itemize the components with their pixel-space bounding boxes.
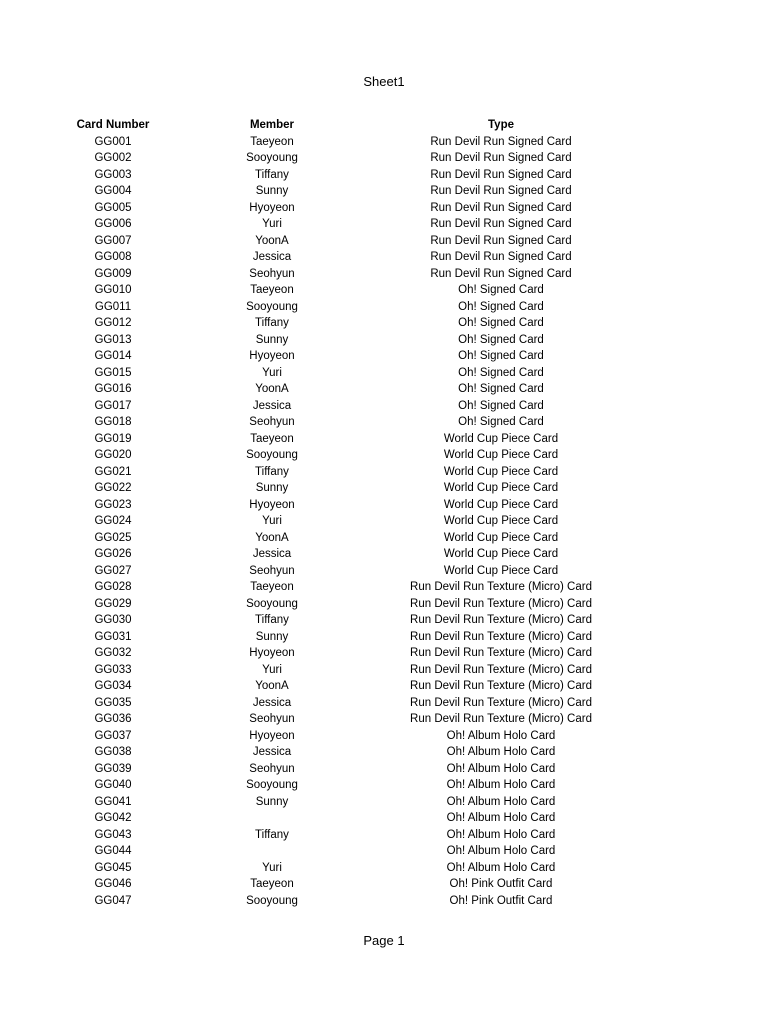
table-row — [33, 645, 651, 662]
cell-card-number: GG034 — [94, 680, 132, 692]
cell-type: Oh! Pink Outfit Card — [449, 894, 553, 907]
column-header-card-number: Card Number — [76, 119, 150, 131]
cell-type: Oh! Signed Card — [458, 366, 544, 379]
cell-member: Jessica — [252, 251, 292, 263]
cell-type: Oh! Signed Card — [458, 383, 544, 395]
cell-member: Sunny — [255, 795, 289, 808]
cell-card-number: GG001 — [94, 135, 132, 148]
cell-member: Jessica — [252, 548, 292, 560]
table-row — [33, 728, 651, 745]
cell-type: Oh! Album Holo Card — [446, 746, 556, 758]
cell-type: Oh! Signed Card — [458, 333, 544, 346]
cell-type: Oh! Signed Card — [458, 284, 544, 296]
cell-type: World Cup Piece Card — [443, 548, 559, 560]
table-row — [33, 563, 651, 580]
cell-type: Run Devil Run Signed Card — [430, 135, 572, 148]
cell-member: Yuri — [262, 366, 282, 379]
cell-type: Run Devil Run Texture (Micro) Card — [410, 614, 592, 626]
cell-card-number: GG045 — [94, 861, 132, 874]
table-row — [33, 431, 651, 448]
cell-type: Run Devil Run Texture (Micro) Card — [410, 647, 592, 659]
cell-card-number: GG005 — [94, 201, 132, 214]
cell-type: Run Devil Run Signed Card — [430, 152, 572, 164]
cell-card-number: GG025 — [94, 531, 132, 544]
cell-card-number: GG004 — [94, 185, 132, 197]
table-row — [33, 827, 651, 844]
table-row — [33, 876, 651, 893]
cell-member: Seohyun — [249, 713, 295, 725]
cell-type: Oh! Pink Outfit Card — [449, 878, 553, 890]
table-row — [33, 464, 651, 481]
cell-member: Jessica — [252, 746, 292, 758]
cell-type: Run Devil Run Texture (Micro) Card — [410, 663, 592, 676]
cell-type: Run Devil Run Signed Card — [430, 168, 572, 181]
table-row — [33, 332, 651, 349]
cell-type: Run Devil Run Signed Card — [430, 251, 572, 263]
cell-member: Tiffany — [255, 828, 289, 841]
card-table — [33, 117, 651, 909]
cell-card-number: GG013 — [94, 333, 132, 346]
cell-card-number: GG022 — [94, 482, 132, 494]
table-row — [33, 579, 651, 596]
table-row — [33, 365, 651, 382]
cell-member: Hyoyeon — [249, 201, 295, 214]
cell-member: Sooyoung — [246, 152, 298, 164]
cell-card-number: GG042 — [94, 812, 132, 824]
cell-card-number: GG033 — [94, 663, 132, 676]
table-row — [33, 678, 651, 695]
cell-card-number: GG011 — [94, 300, 132, 313]
cell-member: Taeyeon — [250, 581, 294, 593]
cell-member: YoonA — [255, 234, 289, 247]
table-row — [33, 893, 651, 910]
cell-card-number: GG010 — [94, 284, 132, 296]
table-row — [33, 167, 651, 184]
cell-card-number: GG027 — [94, 564, 132, 577]
cell-member: Hyoyeon — [249, 729, 295, 742]
table-row — [33, 711, 651, 728]
cell-member: Sooyoung — [246, 597, 298, 610]
cell-card-number: GG040 — [94, 779, 132, 791]
cell-member: Sunny — [255, 333, 289, 346]
cell-type: World Cup Piece Card — [443, 482, 559, 494]
cell-card-number: GG035 — [94, 696, 132, 709]
cell-member: Sunny — [255, 482, 289, 494]
cell-type: Oh! Album Holo Card — [446, 762, 556, 775]
cell-member: Hyoyeon — [249, 350, 295, 362]
cell-member — [193, 810, 351, 827]
cell-member: Sooyoung — [246, 300, 298, 313]
cell-type: Oh! Signed Card — [458, 416, 544, 428]
cell-member: Taeyeon — [250, 135, 294, 148]
table-row — [33, 233, 651, 250]
table-row — [33, 315, 651, 332]
table-row — [33, 744, 651, 761]
table-row — [33, 860, 651, 877]
cell-member: Jessica — [252, 696, 292, 709]
cell-type: Oh! Signed Card — [458, 300, 544, 313]
cell-type: Oh! Album Holo Card — [446, 779, 556, 791]
table-row — [33, 794, 651, 811]
table-row — [33, 546, 651, 563]
cell-type: Run Devil Run Signed Card — [430, 201, 572, 214]
cell-member: Tiffany — [255, 317, 289, 329]
cell-type: Run Devil Run Texture (Micro) Card — [410, 713, 592, 725]
cell-card-number: GG028 — [94, 581, 132, 593]
cell-card-number: GG002 — [94, 152, 132, 164]
cell-member: Seohyun — [249, 564, 295, 577]
cell-card-number: GG026 — [94, 548, 132, 560]
cell-type: Oh! Album Holo Card — [446, 845, 556, 857]
cell-card-number: GG020 — [94, 449, 132, 461]
cell-card-number: GG039 — [94, 762, 132, 775]
table-row — [33, 777, 651, 794]
table-row — [33, 134, 651, 151]
cell-type: Oh! Album Holo Card — [446, 812, 556, 824]
cell-member: YoonA — [255, 531, 289, 544]
cell-type: Run Devil Run Signed Card — [430, 218, 572, 230]
table-row — [33, 480, 651, 497]
table-row — [33, 612, 651, 629]
cell-type: Oh! Album Holo Card — [446, 828, 556, 841]
cell-card-number: GG012 — [94, 317, 132, 329]
cell-member: Taeyeon — [250, 284, 294, 296]
column-header-member: Member — [249, 119, 295, 131]
cell-member — [193, 843, 351, 860]
table-row — [33, 810, 651, 827]
cell-member: Tiffany — [255, 614, 289, 626]
table-row — [33, 398, 651, 415]
cell-type: Run Devil Run Signed Card — [430, 234, 572, 247]
cell-member: Hyoyeon — [249, 647, 295, 659]
cell-type: Oh! Signed Card — [458, 317, 544, 329]
table-body — [33, 134, 651, 910]
cell-member: Yuri — [262, 515, 282, 527]
cell-card-number: GG007 — [94, 234, 132, 247]
cell-type: World Cup Piece Card — [443, 498, 559, 511]
table-row — [33, 348, 651, 365]
cell-card-number: GG032 — [94, 647, 132, 659]
table-row — [33, 629, 651, 646]
cell-type: Run Devil Run Signed Card — [430, 185, 572, 197]
cell-card-number: GG038 — [94, 746, 132, 758]
table-row — [33, 662, 651, 679]
cell-member: Sooyoung — [246, 894, 298, 907]
cell-card-number: GG037 — [94, 729, 132, 742]
cell-card-number: GG003 — [94, 168, 132, 181]
cell-card-number: GG044 — [94, 845, 132, 857]
cell-member: Sooyoung — [246, 449, 298, 461]
cell-card-number: GG006 — [94, 218, 132, 230]
cell-card-number: GG046 — [94, 878, 132, 890]
cell-member: Sunny — [255, 630, 289, 643]
cell-member: Yuri — [262, 663, 282, 676]
cell-card-number: GG047 — [94, 894, 132, 907]
cell-type: World Cup Piece Card — [443, 449, 559, 461]
cell-member: Seohyun — [249, 762, 295, 775]
cell-type: World Cup Piece Card — [443, 465, 559, 478]
table-row — [33, 200, 651, 217]
cell-member: YoonA — [255, 680, 289, 692]
table-row — [33, 299, 651, 316]
cell-card-number: GG024 — [94, 515, 132, 527]
table-row — [33, 761, 651, 778]
cell-card-number: GG017 — [94, 399, 132, 412]
table-row — [33, 216, 651, 233]
cell-member: Seohyun — [249, 267, 295, 280]
table-row — [33, 282, 651, 299]
table-row — [33, 414, 651, 431]
table-row — [33, 150, 651, 167]
cell-card-number: GG016 — [94, 383, 132, 395]
cell-card-number: GG041 — [94, 795, 132, 808]
cell-card-number: GG031 — [94, 630, 132, 643]
cell-member: Yuri — [262, 861, 282, 874]
column-header-type: Type — [488, 119, 514, 131]
cell-member: Tiffany — [255, 465, 289, 478]
cell-type: Run Devil Run Texture (Micro) Card — [410, 630, 592, 643]
cell-type: Run Devil Run Texture (Micro) Card — [410, 597, 592, 610]
cell-card-number: GG008 — [94, 251, 132, 263]
cell-member: Yuri — [262, 218, 282, 230]
cell-type: World Cup Piece Card — [443, 515, 559, 527]
table-row — [33, 183, 651, 200]
cell-type: World Cup Piece Card — [443, 432, 559, 445]
cell-member: Sooyoung — [246, 779, 298, 791]
cell-type: Run Devil Run Texture (Micro) Card — [410, 680, 592, 692]
cell-card-number: GG021 — [94, 465, 132, 478]
cell-member: Taeyeon — [250, 432, 294, 445]
cell-card-number: GG043 — [94, 828, 132, 841]
cell-member: Sunny — [255, 185, 289, 197]
cell-card-number: GG018 — [94, 416, 132, 428]
cell-type: Oh! Album Holo Card — [446, 861, 556, 874]
cell-card-number: GG029 — [94, 597, 132, 610]
cell-member: Taeyeon — [250, 878, 294, 890]
cell-type: Oh! Signed Card — [458, 350, 544, 362]
cell-member: Jessica — [252, 399, 292, 412]
header-row — [33, 117, 651, 134]
cell-type: World Cup Piece Card — [443, 564, 559, 577]
cell-type: Run Devil Run Texture (Micro) Card — [410, 581, 592, 593]
table-row — [33, 497, 651, 514]
cell-member: Hyoyeon — [249, 498, 295, 511]
cell-member: Seohyun — [249, 416, 295, 428]
table-row — [33, 843, 651, 860]
cell-member: Tiffany — [255, 168, 289, 181]
table-row — [33, 596, 651, 613]
cell-type: Oh! Album Holo Card — [446, 795, 556, 808]
cell-card-number: GG019 — [94, 432, 132, 445]
cell-card-number: GG009 — [94, 267, 132, 280]
cell-type: Run Devil Run Texture (Micro) Card — [410, 696, 592, 709]
cell-member: YoonA — [255, 383, 289, 395]
table-row — [33, 695, 651, 712]
cell-card-number: GG030 — [94, 614, 132, 626]
cell-type: Oh! Album Holo Card — [446, 729, 556, 742]
table-row — [33, 249, 651, 266]
table-row — [33, 381, 651, 398]
sheet-title: Sheet1 — [363, 74, 405, 89]
cell-card-number: GG015 — [94, 366, 132, 379]
cell-type: Oh! Signed Card — [458, 399, 544, 412]
cell-type: World Cup Piece Card — [443, 531, 559, 544]
table-row — [33, 447, 651, 464]
cell-card-number: GG014 — [94, 350, 132, 362]
cell-card-number: GG023 — [94, 498, 132, 511]
cell-card-number: GG036 — [94, 713, 132, 725]
table-row — [33, 513, 651, 530]
cell-type: Run Devil Run Signed Card — [430, 267, 572, 280]
table-row — [33, 530, 651, 547]
table-row — [33, 266, 651, 283]
page-number: Page 1 — [363, 933, 405, 948]
